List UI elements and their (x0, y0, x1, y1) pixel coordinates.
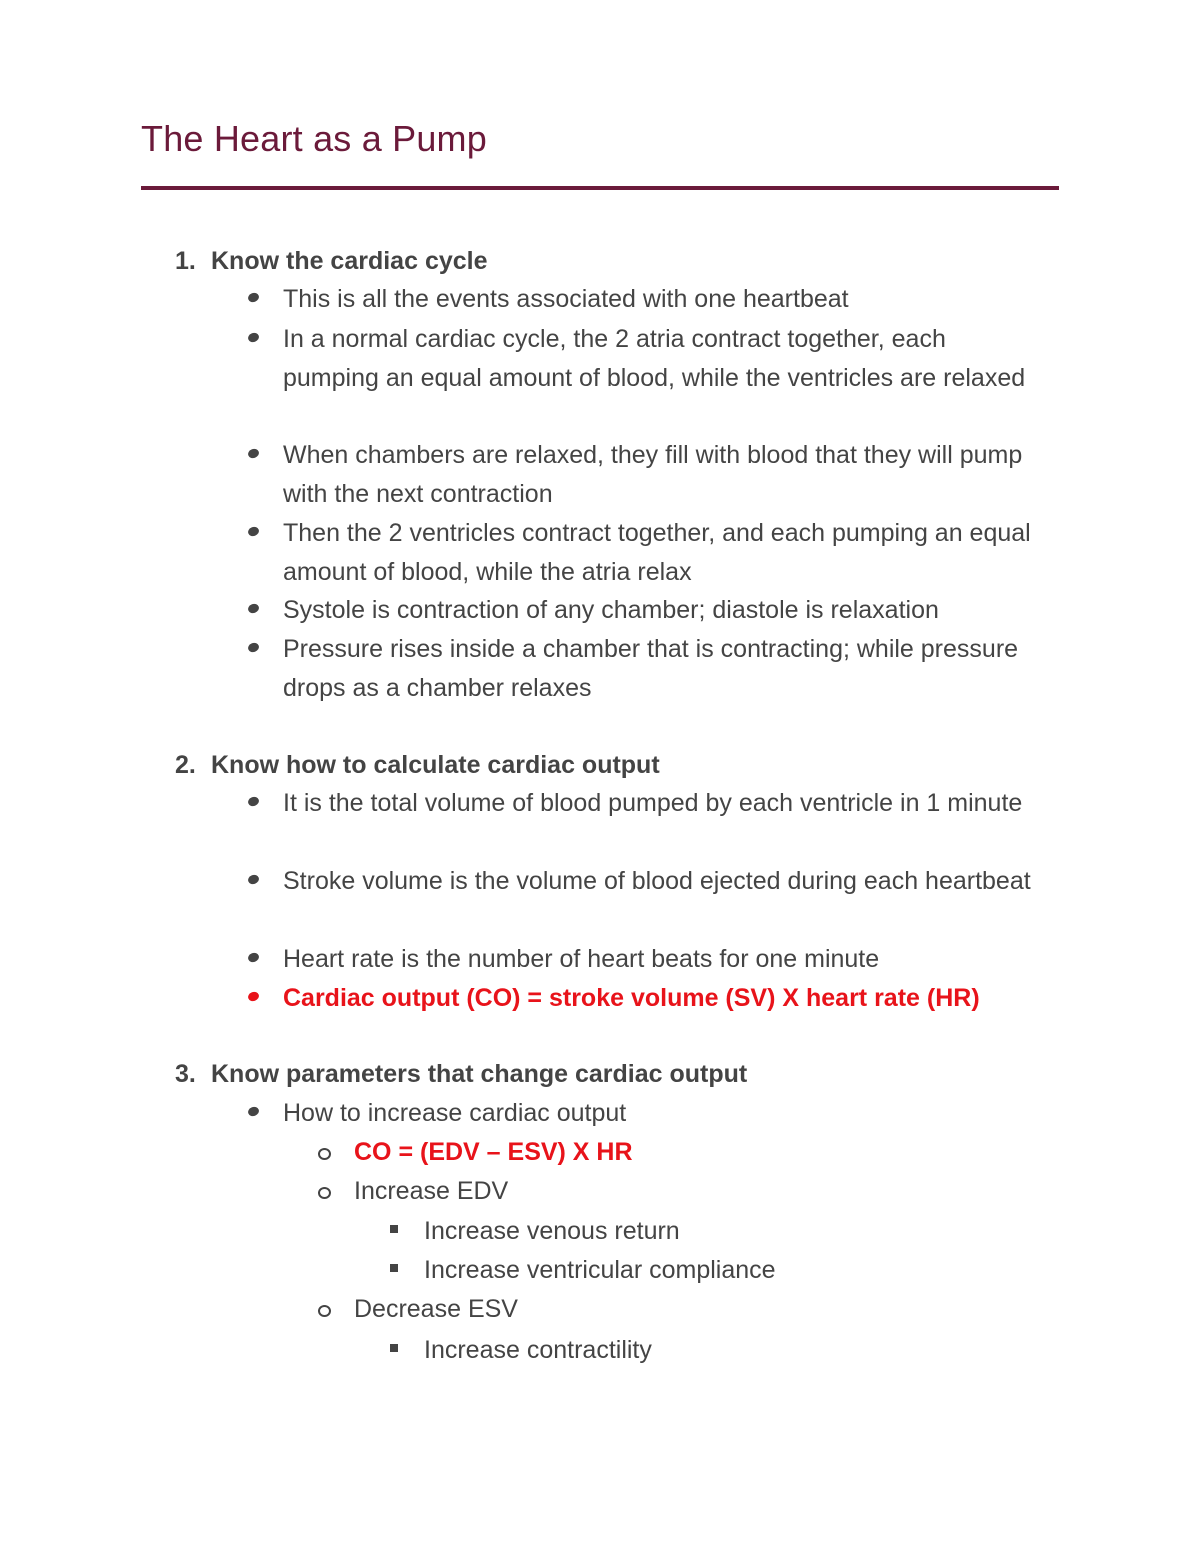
list-item: How to increase cardiac output (283, 1099, 627, 1127)
list-item: Decrease ESV (354, 1295, 518, 1323)
list-item: Increase venous return (424, 1217, 680, 1245)
section-number: 3. (175, 1060, 196, 1088)
list-item: Increase EDV (354, 1177, 509, 1205)
square-bullet-icon (390, 1264, 398, 1272)
section-number: 1. (175, 247, 196, 275)
bullet-icon (247, 602, 260, 614)
circle-bullet-icon (318, 1305, 331, 1317)
circle-bullet-icon (318, 1187, 331, 1199)
bullet-icon (247, 1105, 260, 1117)
bullet-icon (247, 795, 260, 807)
list-item: Heart rate is the number of heart beats for one minute (283, 945, 880, 973)
section-3-heading (175, 1055, 747, 1094)
section-title: Know how to calculate cardiac output (211, 751, 660, 779)
bullet-icon (247, 291, 260, 303)
bullet-icon (247, 990, 260, 1002)
bullet-icon (247, 951, 260, 963)
title-underline (141, 186, 1059, 190)
bullet-icon (247, 641, 260, 653)
section-number: 2. (175, 751, 196, 779)
list-item: Pressure rises inside a chamber that is contracting; while pressure drops as a chamber relaxes (283, 635, 1019, 702)
list-item: Then the 2 ventricles contract together, and each pumping an equal amount of blood, while the atria relax (283, 519, 1031, 586)
section-2-heading (175, 746, 660, 785)
list-item: Systole is contraction of any chamber; diastole is relaxation (283, 596, 939, 624)
bullet-icon (247, 447, 260, 459)
list-item: Increase contractility (424, 1336, 652, 1364)
circle-bullet-icon (318, 1148, 331, 1160)
square-bullet-icon (390, 1225, 398, 1233)
bullet-icon (247, 525, 260, 537)
co-edv-esv-formula: CO = (EDV – ESV) X HR (354, 1138, 633, 1166)
list-item: In a normal cardiac cycle, the 2 atria contract together, each pumping an equal amount of blood, while the ventricles are relaxed (283, 325, 1026, 392)
square-bullet-icon (390, 1344, 398, 1352)
list-item: Stroke volume is the volume of blood ejected during each heartbeat (283, 867, 1031, 895)
section-1-heading (175, 242, 488, 281)
list-item: Increase ventricular compliance (424, 1256, 776, 1284)
list-item: This is all the events associated with one heartbeat (283, 285, 849, 313)
bullet-icon (247, 331, 260, 343)
page-title: The Heart as a Pump (141, 118, 487, 159)
cardiac-output-formula: Cardiac output (CO) = stroke volume (SV) X heart rate (HR) (283, 984, 980, 1012)
list-item: It is the total volume of blood pumped by each ventricle in 1 minute (283, 789, 1023, 817)
section-title: Know the cardiac cycle (211, 247, 488, 275)
bullet-icon (247, 873, 260, 885)
section-title: Know parameters that change cardiac output (211, 1060, 748, 1088)
list-item: When chambers are relaxed, they fill with blood that they will pump with the next contraction (283, 441, 1023, 508)
